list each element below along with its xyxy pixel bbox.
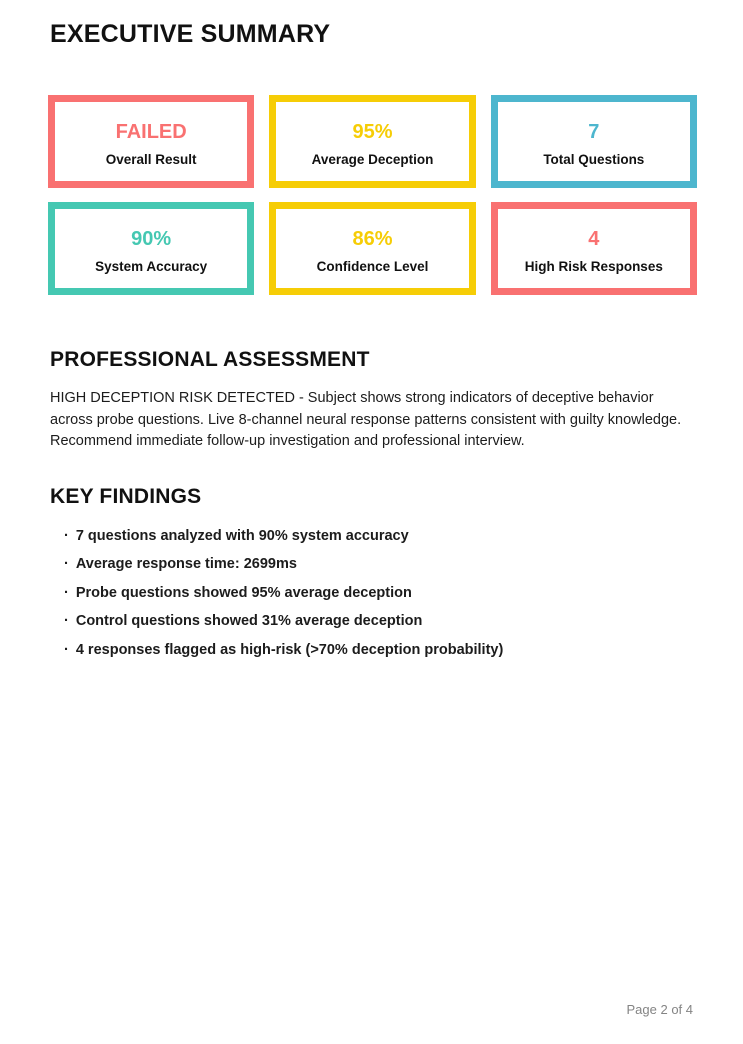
stat-card-confidence-level — [269, 202, 475, 295]
stat-label-overall-result: Overall Result — [105, 152, 197, 167]
stat-card-average-deception — [269, 95, 475, 188]
professional-assessment-body: HIGH DECEPTION RISK DETECTED - Subject shows strong indicators of deceptive behavior across probe questions. Live 8-channel neural response patterns consistent with guilty knowledge. Recommend immediate follow-up investigation and professional interview. — [50, 390, 682, 449]
stat-card-high-risk-responses — [491, 202, 697, 295]
summary-stats — [48, 95, 697, 295]
page-title: EXECUTIVE SUMMARY — [50, 20, 331, 48]
bullet-dot: · — [64, 584, 69, 601]
key-finding-text: Probe questions showed 95% average deception — [75, 584, 412, 601]
stat-value-system-accuracy: 90% — [131, 228, 172, 250]
key-finding-text: Control questions showed 31% average deception — [75, 613, 423, 629]
bullet-dot: · — [64, 613, 69, 629]
stat-label-system-accuracy: System Accuracy — [95, 259, 208, 274]
bullet-dot: · — [64, 641, 69, 658]
key-finding-item — [64, 556, 743, 573]
stat-card-overall-result — [48, 95, 254, 188]
stat-value-total-questions: 7 — [588, 121, 600, 143]
key-finding-item — [64, 528, 743, 545]
stat-label-average-deception: Average Deception — [311, 152, 434, 167]
stat-card-total-questions — [491, 95, 697, 188]
professional-assessment-heading: PROFESSIONAL ASSESSMENT — [50, 348, 370, 371]
bullet-dot: · — [64, 556, 69, 572]
stat-label-high-risk-responses: High Risk Responses — [524, 259, 663, 274]
key-finding-item — [64, 585, 743, 602]
page-number: Page 2 of 4 — [626, 1002, 693, 1017]
key-finding-text: 4 responses flagged as high-risk (>70% deception probability) — [75, 641, 504, 658]
key-findings-list — [64, 528, 743, 659]
stat-label-total-questions: Total Questions — [543, 152, 645, 167]
key-finding-item — [64, 613, 743, 630]
stat-label-confidence-level: Confidence Level — [316, 259, 429, 274]
stat-card-system-accuracy — [48, 202, 254, 295]
bullet-dot: · — [64, 527, 69, 544]
key-finding-text: Average response time: 2699ms — [75, 556, 297, 572]
stat-value-average-deception: 95% — [352, 121, 393, 143]
key-finding-item — [64, 642, 743, 659]
key-findings-heading: KEY FINDINGS — [50, 484, 202, 508]
key-finding-text: 7 questions analyzed with 90% system accuracy — [75, 527, 409, 544]
stat-value-high-risk-responses: 4 — [588, 228, 600, 250]
stat-value-confidence-level: 86% — [352, 228, 393, 250]
stat-value-overall-result: FAILED — [115, 121, 187, 143]
